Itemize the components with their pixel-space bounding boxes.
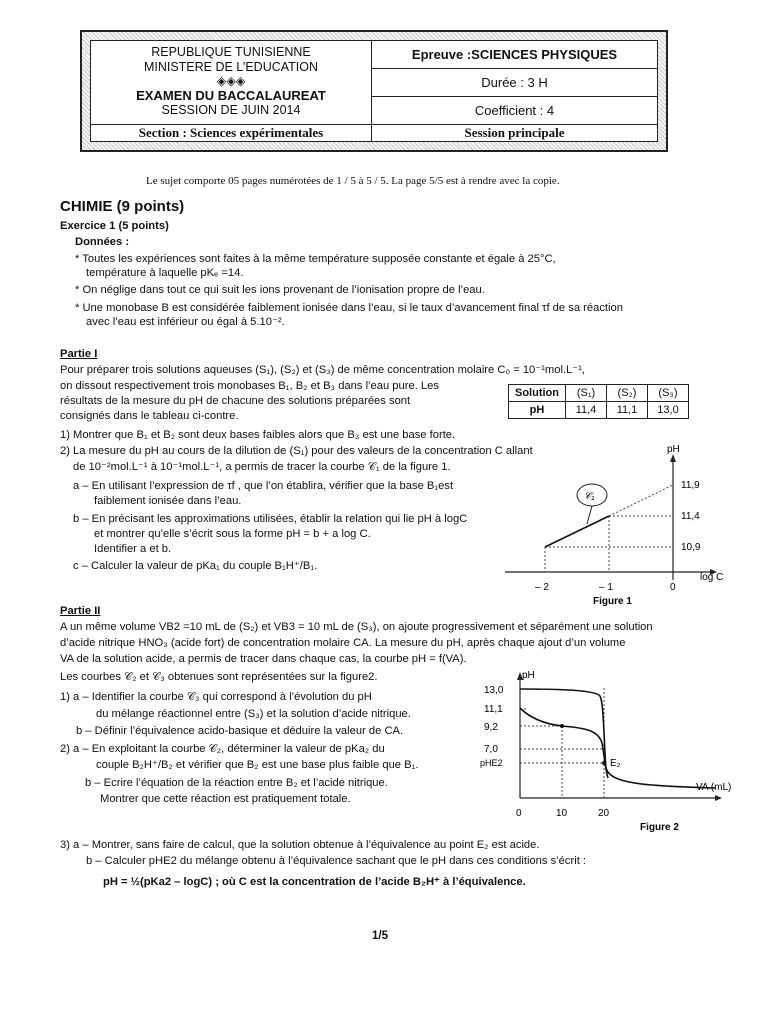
donnees-label: Données : xyxy=(75,236,130,248)
partie-1-title: Partie I xyxy=(60,348,98,360)
x-tick: – 2 xyxy=(535,582,549,593)
duree-label: Durée : 3 H xyxy=(372,69,657,97)
table-header: (S₂) xyxy=(607,385,648,402)
y-tick: 11,1 xyxy=(484,704,503,715)
question-line: c – Calculer la valeur de pKa₁ du couple B₁H⁺/B₁. xyxy=(73,560,318,572)
table-header: Solution xyxy=(509,385,566,402)
partie-2-title: Partie II xyxy=(60,605,101,617)
e2-label: E₂ xyxy=(610,758,621,769)
y-tick: 13,0 xyxy=(484,685,504,696)
question-line: Montrer que cette réaction est pratiquement totale. xyxy=(100,793,351,805)
data-line: * Une monobase B est considérée faiblement ionisée dans l’eau, si le taux d’avancement final τf de sa réaction xyxy=(75,302,623,314)
data-line: avec l’eau est inférieur ou égal à 5.10⁻². xyxy=(86,316,285,328)
bubble-pointer xyxy=(587,506,592,524)
question-line: b – En précisant les approximations utilisées, établir la relation qui lie pH à logC xyxy=(73,513,468,525)
data-line: * Toutes les expériences sont faites à la même température supposée constante et égale à 25°C, xyxy=(75,253,556,265)
table-header: (S₁) xyxy=(566,385,607,402)
chimie-title: CHIMIE (9 points) xyxy=(60,198,185,215)
curve-c2 xyxy=(520,708,608,778)
text-line: A un même volume VB2 =10 mL de (S₂) et VB3 = 10 mL de (S₃), on ajoute progressivement et séparément une solution xyxy=(60,621,653,633)
y-tick: 11,9 xyxy=(681,480,700,491)
equivalence-point xyxy=(602,761,606,765)
header-bottom xyxy=(91,124,657,141)
x-label: log C xyxy=(700,572,724,583)
question-line: b – Définir l’équivalence acido-basique et déduire la valeur de CA. xyxy=(76,725,404,737)
y-label: pH xyxy=(667,444,680,455)
formula-line: pH = ½(pKa2 – logC) ; où C est la concentration de l’acide B₂H⁺ à l’équivalence. xyxy=(103,876,526,888)
data-line: * On néglige dans tout ce qui suit les ions provenant de l’ionisation propre de l’eau. xyxy=(75,284,485,296)
question-line: b – Calculer pHE2 du mélange obtenu à l’équivalence sachant que le pH dans ces conditions s’écrit : xyxy=(86,855,587,867)
x-tick: 10 xyxy=(556,808,568,819)
question-line: faiblement ionisée dans l’eau. xyxy=(94,495,242,507)
epreuve-label: Epreuve :SCIENCES PHYSIQUES xyxy=(372,41,657,69)
header-left xyxy=(91,41,371,124)
intro-note: Le sujet comporte 05 pages numérotées de 1 / 5 à 5 / 5. La page 5/5 est à rendre avec la copie. xyxy=(146,175,560,187)
page-number: 1/5 xyxy=(372,930,388,942)
session-date: SESSION DE JUIN 2014 xyxy=(161,103,301,117)
exam-header xyxy=(80,30,668,152)
republic-line: REPUBLIQUE TUNISIENNE xyxy=(151,45,311,59)
x-tick: 0 xyxy=(516,808,522,819)
section-label: Section : Sciences expérimentales xyxy=(138,125,324,140)
table-cell: 11,1 xyxy=(607,402,648,419)
question-line: 2) a – En exploitant la courbe 𝒞₂, déterminer la valeur de pKa₂ du xyxy=(60,743,385,755)
text-line: VA de la solution acide, a permis de tracer dans chaque cas, la courbe pH = f(VA). xyxy=(60,653,467,665)
ornament-line: ◈◈◈ xyxy=(216,74,246,88)
question-line: de 10⁻²mol.L⁻¹ à 10⁻¹mol.L⁻¹, a permis de tracer la courbe 𝒞₁ de la figure 1. xyxy=(73,461,451,473)
y-tick: 9,2 xyxy=(484,722,498,733)
data-line: température à laquelle pKₑ =14. xyxy=(86,267,244,279)
table-cell: 11,4 xyxy=(566,402,607,419)
question-line: et montrer qu’elle s’écrit sous la forme pH = b + a log C. xyxy=(94,528,371,540)
table-header: (S₃) xyxy=(648,385,689,402)
ph-table xyxy=(508,384,689,419)
text-line: consignés dans le tableau ci-contre. xyxy=(60,410,239,422)
question-line: 2) La mesure du pH au cours de la dilution de (S₁) pour des valeurs de la concentration C allant xyxy=(60,445,533,457)
question-line: 1) a – Identifier la courbe 𝒞₃ qui correspond à l’évolution du pH xyxy=(60,691,372,703)
figure-caption: Figure 1 xyxy=(593,596,632,607)
question-line: du mélange réactionnel entre (S₃) et la solution d’acide nitrique. xyxy=(96,708,411,720)
y-arrow xyxy=(670,454,676,462)
figure-2 xyxy=(470,668,750,838)
curve-c1 xyxy=(545,516,609,547)
x-tick: 0 xyxy=(670,582,676,593)
question-line: couple B₂H⁺/B₂ et vérifier que B₂ est une base plus faible que B₁. xyxy=(96,759,419,771)
question-line: 3) a – Montrer, sans faire de calcul, que la solution obtenue à l’équivalence au point E₂ est acide. xyxy=(60,839,540,851)
session-label: Session principale xyxy=(371,125,657,141)
grid-dash xyxy=(609,485,673,516)
curve-c3 xyxy=(520,689,715,788)
table-cell: pH xyxy=(509,402,566,419)
y-tick: 7,0 xyxy=(484,744,498,755)
text-line: on dissout respectivement trois monobases B₁, B₂ et B₃ dans l’eau pure. Les xyxy=(60,380,439,392)
exercise-title: Exercice 1 (5 points) xyxy=(60,220,169,232)
question-line: b – Ecrire l’équation de la réaction entre B₂ et l’acide nitrique. xyxy=(85,777,388,789)
exam-title: EXAMEN DU BACCALAUREAT xyxy=(136,87,326,103)
text-line: résultats de la mesure du pH de chacune des solutions préparées sont xyxy=(60,395,411,407)
y-tick: pHE2 xyxy=(480,758,503,768)
y-tick: 11,4 xyxy=(681,511,700,522)
ministry-line: MINISTERE DE L’EDUCATION xyxy=(143,59,319,74)
coefficient-label: Coefficient : 4 xyxy=(474,103,555,118)
figure-1 xyxy=(495,440,745,610)
x-tick: – 1 xyxy=(599,582,613,593)
y-tick: 10,9 xyxy=(681,542,701,553)
y-label: pH xyxy=(522,670,535,681)
header-right xyxy=(371,41,657,124)
x-label: VA (mL) xyxy=(696,782,732,793)
figure-caption: Figure 2 xyxy=(640,822,679,833)
question-line: 1) Montrer que B₁ et B₂ sont deux bases faibles alors que B₃ est une base forte. xyxy=(60,429,456,441)
half-equivalence-point xyxy=(560,724,564,728)
question-line: Identifier a et b. xyxy=(94,543,172,555)
curve-label: 𝒞₁ xyxy=(584,491,595,502)
text-line: d’acide nitrique HNO₃ (acide fort) de concentration molaire CA. La mesure du pH, après chaque ajout d’un volume xyxy=(60,637,626,649)
text-line: Pour préparer trois solutions aqueuses (S₁), (S₂) et (S₃) de même concentration molaire C₀ = 10⁻¹mol.L⁻¹, xyxy=(60,364,586,376)
x-tick: 20 xyxy=(598,808,610,819)
x-arrow xyxy=(715,795,722,801)
question-line: a – En utilisant l’expression de τf , que l’on établira, vérifier que la base B₁est xyxy=(73,480,454,492)
text-line: Les courbes 𝒞₂ et 𝒞₃ obtenues sont représentées sur la figure2. xyxy=(60,671,378,683)
table-cell: 13,0 xyxy=(648,402,689,419)
